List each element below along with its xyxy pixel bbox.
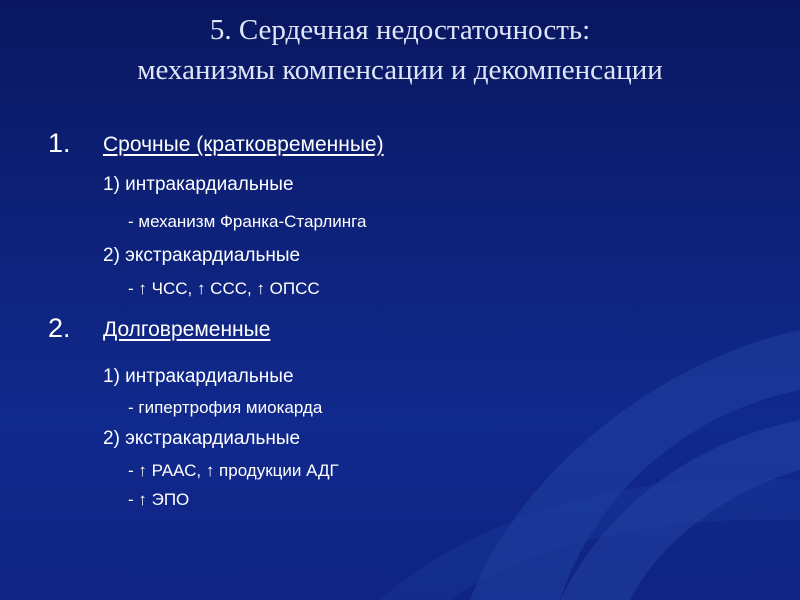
section-2-extracardiac-detail-1: - ↑ РААС, ↑ продукции АДГ (128, 461, 339, 480)
section-1-intracardiac-detail: - механизм Франка-Старлинга (128, 212, 367, 231)
section-2-intracardiac: 1) интракардиальные (103, 366, 294, 387)
section-2-extracardiac: 2) экстракардиальные (103, 428, 301, 449)
section-1-heading: Срочные (кратковременные) (103, 133, 384, 156)
section-1-extracardiac-detail: - ↑ ЧСС, ↑ ССС, ↑ ОПСС (128, 279, 320, 298)
section-2-intracardiac-detail: - гипертрофия миокарда (128, 398, 323, 417)
section-1-extracardiac: 2) экстракардиальные (103, 245, 301, 266)
section-2-number: 2. (48, 313, 71, 343)
section-2-heading: Долговременные (103, 318, 271, 341)
slide-title (0, 10, 800, 90)
title-line-1: 5. Сердечная недостаточность: (209, 14, 591, 46)
section-2-extracardiac-detail-2: - ↑ ЭПО (128, 490, 190, 509)
section-1-intracardiac: 1) интракардиальные (103, 174, 294, 195)
section-1-number: 1. (48, 128, 71, 158)
title-line-2: механизмы компенсации и декомпенсации (137, 54, 663, 86)
